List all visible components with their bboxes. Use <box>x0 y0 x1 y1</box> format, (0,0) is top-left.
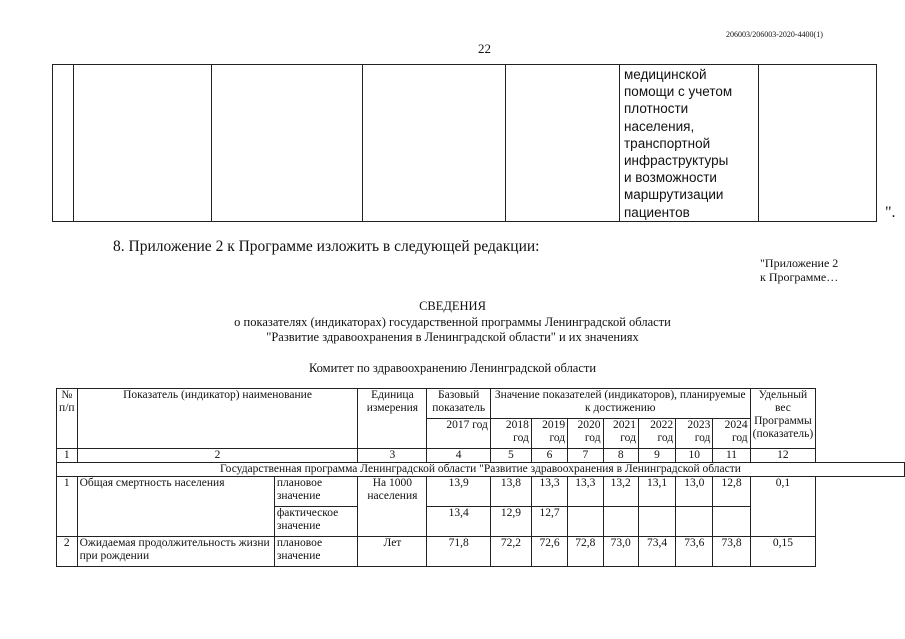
year-value <box>568 507 603 537</box>
header-year: 2022 год <box>638 419 675 449</box>
indicator-name: Общая смертность населения <box>77 477 274 537</box>
year-value: 73,6 <box>676 537 713 567</box>
year-value: 12,9 <box>490 507 531 537</box>
col-number: 2 <box>77 449 358 463</box>
text-line: маршрутизации <box>624 187 724 203</box>
table-cell <box>506 65 620 222</box>
text-line: инфраструктуры <box>624 153 729 169</box>
header-base: Базовый показатель <box>427 389 491 419</box>
year-value: 13,1 <box>638 477 675 507</box>
year-value: 12,7 <box>531 507 567 537</box>
text-line: плотности <box>624 101 689 117</box>
header-year: 2021 год <box>603 419 638 449</box>
year-value: 13,3 <box>568 477 603 507</box>
unit: На 1000 населения <box>358 477 427 537</box>
header-year: 2023 год <box>676 419 713 449</box>
table-row <box>57 389 905 419</box>
header-year: 2020 год <box>568 419 603 449</box>
title-subline: "Развитие здравоохранения в Ленинградской области" и их значениях <box>266 330 639 344</box>
year-value: 73,4 <box>638 537 675 567</box>
unit: Лет <box>358 537 427 567</box>
continuation-text-cell <box>620 65 759 222</box>
appendix-line: "Приложение 2 <box>760 256 839 270</box>
page-number: 22 <box>478 41 491 56</box>
header-values: Значение показателей (индикаторов), планируемые к достижению <box>490 389 750 419</box>
base-value: 71,8 <box>427 537 491 567</box>
committee-name: Комитет по здравоохранению Ленинградской области <box>308 361 597 375</box>
base-value: 13,9 <box>427 477 491 507</box>
continuation-text <box>620 65 758 221</box>
col-number: 1 <box>57 449 78 463</box>
header-num: № п/п <box>57 389 78 449</box>
row-num: 1 <box>57 477 78 537</box>
col-number: 8 <box>603 449 638 463</box>
year-value: 13,3 <box>531 477 567 507</box>
header-year: 2017 год <box>427 419 491 449</box>
table-cell <box>363 65 506 222</box>
header-weight: Удельный вес Программы (показатель) <box>750 389 816 449</box>
row-num: 2 <box>57 537 78 567</box>
table-row <box>53 65 877 222</box>
indicators-table <box>56 388 905 567</box>
table-row <box>57 477 905 507</box>
year-value <box>638 507 675 537</box>
year-value: 13,0 <box>676 477 713 507</box>
text-line: пациентов <box>624 204 690 220</box>
weight-value: 0,15 <box>750 537 816 567</box>
col-number: 6 <box>531 449 567 463</box>
year-value: 72,2 <box>490 537 531 567</box>
text-line: населения, <box>624 118 695 134</box>
amendment-paragraph: 8. Приложение 2 к Программе изложить в следующей редакции: <box>113 238 540 255</box>
base-value: 13,4 <box>427 507 491 537</box>
indicator-name: Ожидаемая продолжительность жизни при рождении <box>77 537 274 567</box>
closing-quote: ". <box>885 204 896 221</box>
year-value <box>676 507 713 537</box>
table-row <box>57 537 905 567</box>
year-value: 72,6 <box>531 537 567 567</box>
appendix-reference <box>760 256 838 284</box>
title-subline: о показателях (индикаторах) государственной программы Ленинградской области <box>234 315 671 329</box>
weight-value: 0,1 <box>750 477 816 537</box>
header-year: 2018 год <box>490 419 531 449</box>
text-line: помощи с учетом <box>624 84 733 100</box>
header-year: 2024 год <box>713 419 750 449</box>
col-number: 3 <box>358 449 427 463</box>
year-value <box>713 507 750 537</box>
header-unit: Единица измерения <box>358 389 427 449</box>
value-type: плановое значение <box>274 537 358 567</box>
year-value: 72,8 <box>568 537 603 567</box>
col-number: 11 <box>713 449 750 463</box>
column-numbers-row <box>57 449 905 463</box>
program-name: Государственная программа Ленинградской области "Развитие здравоохранения в Ленинградской области <box>57 463 905 477</box>
year-value: 13,8 <box>490 477 531 507</box>
year-value: 13,2 <box>603 477 638 507</box>
text-line: медицинской <box>624 67 707 82</box>
appendix-line: к Программе… <box>760 270 839 284</box>
continuation-table <box>52 64 877 222</box>
program-row <box>57 463 905 477</box>
table-cell <box>74 65 212 222</box>
document-title: СВЕДЕНИЯ <box>419 299 486 313</box>
value-type: фактическое значение <box>274 507 358 537</box>
document-id: 206003/206003-2020-4400(1) <box>726 30 823 39</box>
year-value: 73,0 <box>603 537 638 567</box>
year-value: 73,8 <box>713 537 750 567</box>
col-number: 10 <box>676 449 713 463</box>
col-number: 7 <box>568 449 603 463</box>
table-cell <box>53 65 74 222</box>
col-number: 9 <box>638 449 675 463</box>
year-value: 12,8 <box>713 477 750 507</box>
text-line: транспортной <box>624 135 711 151</box>
text-line: и возможности <box>624 170 717 186</box>
col-number: 5 <box>490 449 531 463</box>
header-year: 2019 год <box>531 419 567 449</box>
col-number: 12 <box>750 449 816 463</box>
value-type: плановое значение <box>274 477 358 507</box>
table-cell <box>759 65 877 222</box>
year-value <box>603 507 638 537</box>
header-indicator: Показатель (индикатор) наименование <box>77 389 358 449</box>
col-number: 4 <box>427 449 491 463</box>
table-cell <box>212 65 363 222</box>
